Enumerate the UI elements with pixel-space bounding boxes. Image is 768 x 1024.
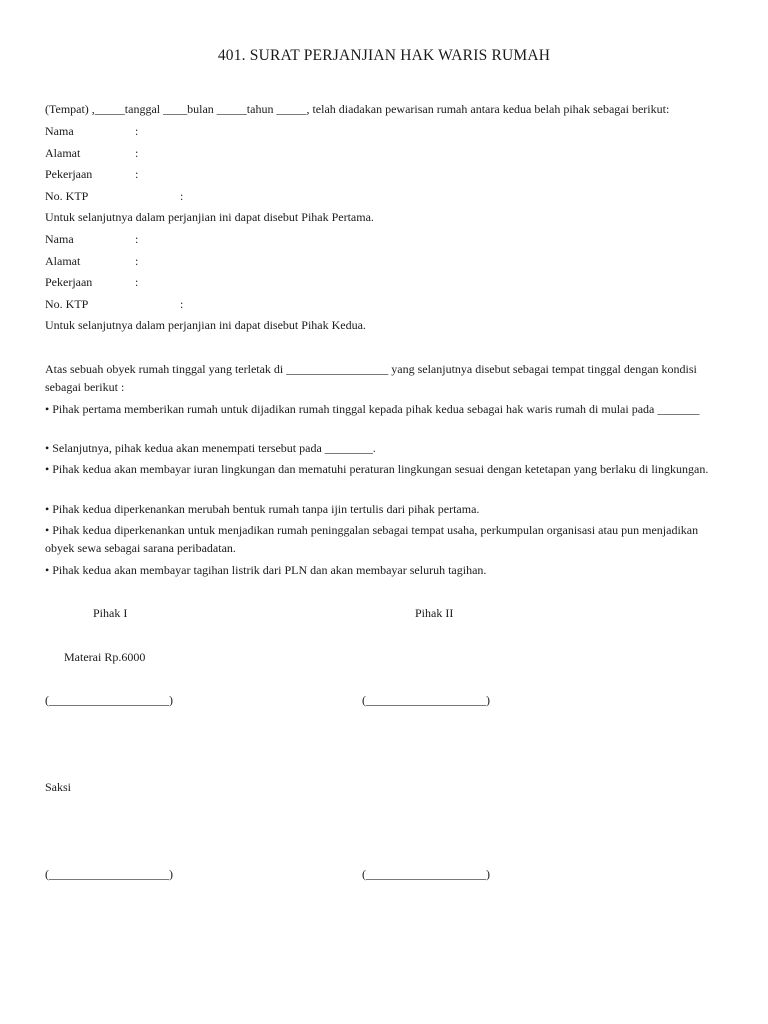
pihak1-label: Pihak I [93,606,128,620]
clause-item: • Pihak pertama memberikan rumah untuk dijadikan rumah tinggal kepada pihak kedua sebagai hak waris rumah di mulai pada _______ [45,402,700,416]
party2-alamat-colon: : [135,254,139,268]
clause-item: • Pihak kedua akan membayar tagihan listrik dari PLN dan akan membayar seluruh tagihan. [45,563,487,577]
party1-alamat-label: Alamat [45,146,81,160]
pihak2-label: Pihak II [415,606,454,620]
party1-ktp-label: No. KTP [45,189,89,203]
clause-item: • Pihak kedua diperkenankan untuk menjadikan rumah peninggalan sebagai tempat usaha, perkumpulan organisasi atau pun menjadikan obyek sewa sebagai sarana peribadatan. [45,523,699,555]
party2-closing: Untuk selanjutnya dalam perjanjian ini dapat disebut Pihak Kedua. [45,318,366,332]
party1-ktp-colon: : [180,189,184,203]
party1-nama-colon: : [135,124,139,138]
party2-alamat-label: Alamat [45,254,81,268]
signature-line-pihak2: (____________________) [362,693,490,707]
party2-pekerjaan-label: Pekerjaan [45,275,93,289]
party2-ktp-colon: : [180,297,184,311]
intro-paragraph: (Tempat) ,_____tanggal ____bulan _____tahun _____, telah diadakan pewarisan rumah antara kedua belah pihak sebagai berikut: [45,102,670,116]
party1-pekerjaan-colon: : [135,167,139,181]
party1-pekerjaan-label: Pekerjaan [45,167,93,181]
document-title: 401. SURAT PERJANJIAN HAK WARIS RUMAH [217,47,551,64]
clause-item: • Pihak kedua akan membayar iuran lingkungan dan mematuhi peraturan lingkungan sesuai dengan ketetapan yang berlaku di lingkungan. [45,462,709,476]
party2-pekerjaan-colon: : [135,275,139,289]
party1-closing: Untuk selanjutnya dalam perjanjian ini dapat disebut Pihak Pertama. [45,210,374,224]
party1-alamat-colon: : [135,146,139,160]
party2-nama-label: Nama [45,232,74,246]
clause-item: • Pihak kedua diperkenankan merubah bentuk rumah tanpa ijin tertulis dari pihak pertama. [45,502,480,516]
saksi-label: Saksi [45,780,72,794]
signature-line-saksi2: (____________________) [362,867,490,881]
party2-nama-colon: : [135,232,139,246]
signature-line-pihak1: (____________________) [45,693,173,707]
signature-line-saksi1: (____________________) [45,867,173,881]
clause-item: • Selanjutnya, pihak kedua akan menempati tersebut pada ________. [45,441,376,455]
object-paragraph: Atas sebuah obyek rumah tinggal yang terletak di _________________ yang selanjutnya disebut sebagai tempat tinggal dengan kondisi sebagai berikut : [45,362,697,394]
party2-ktp-label: No. KTP [45,297,89,311]
party1-nama-label: Nama [45,124,74,138]
materai-label: Materai Rp.6000 [64,650,146,664]
